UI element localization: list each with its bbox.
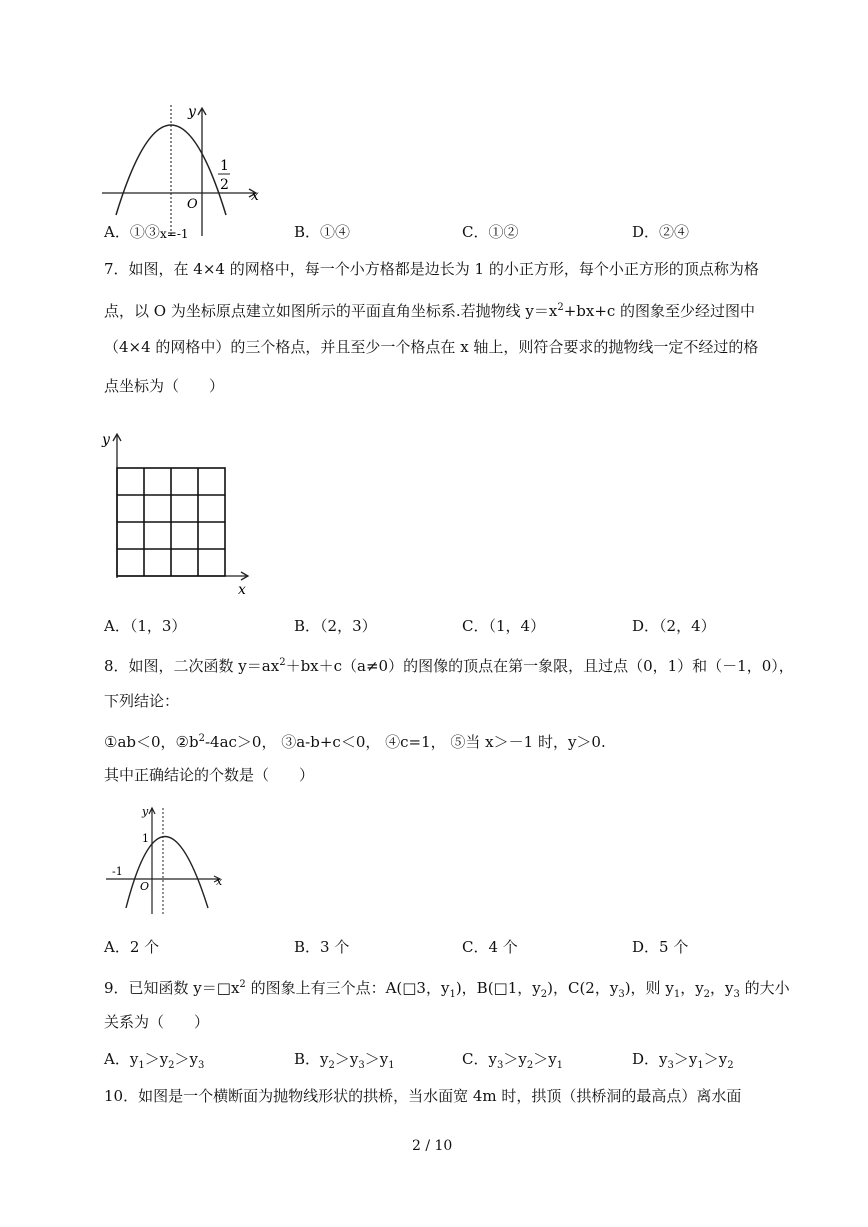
q7-option-a[interactable] [104,616,186,636]
q8-option-c-text: C．4 个 [462,938,518,956]
q6-option-b[interactable] [294,222,350,242]
half-denominator: 2 [220,177,229,193]
q9-option-c[interactable]: C．$y_3>y_2>y_1$ [462,1050,564,1071]
q8-y-label: y [142,805,149,818]
grid-cells [117,468,225,576]
q8-parabola-curve [126,837,208,909]
parabola-figure-q6 [96,100,266,240]
q7-line-2: 点，以 O 为坐标原点建立如图所示的平面直角坐标系.若抛物线 $y=x^2+bx+c$ 的图象至少经过图中 [104,302,756,320]
q7-option-c[interactable] [462,616,545,636]
q9-line-1: 9．已知函数 $y=□x^2$ 的图象上有三个点：A(□3，$y_1$)，B(□1，$y_2$)，C(2，$y_3$)，则 $y_1$，$y_2$，$y_3$ 的大小 [104,979,790,1000]
q7-option-b-text: B．（2，3） [294,617,377,635]
q8-one-label: 1 [142,832,149,845]
q9-option-a[interactable]: A．$y_1>y_2>y_3$ [104,1050,205,1071]
q7-option-d-text: D．（2，4） [632,617,716,635]
q6-option-c[interactable] [462,222,518,242]
parabola-figure-q8 [100,800,230,918]
q9-option-b[interactable]: B．$y_2>y_3>y_1$ [294,1050,395,1071]
q8-option-a[interactable] [104,937,159,957]
grid-y-label: y [102,432,110,448]
axis-line-label: x=-1 [160,227,189,240]
q9-option-d[interactable]: D．$y_3>y_1>y_2$ [632,1050,734,1071]
q7-line-1: 7．如图，在 4×4 的网格中，每一个小方格都是边长为 1 的小正方形，每个小正方形的顶点称为格 [104,260,759,278]
q7-line-4: 点坐标为（ ） [104,377,225,395]
q8-option-d-text: D．5 个 [632,938,689,956]
q10-line-1: 10．如图是一个横断面为抛物线形状的拱桥，当水面宽 4m 时，拱顶（拱桥洞的最高点）离水面 [104,1087,742,1105]
q6-option-d-text: D．②④ [632,223,690,241]
q8-line-2: 下列结论： [104,692,180,710]
half-numerator: 1 [220,158,229,174]
q6-option-a-text: A．①③ [104,223,160,241]
q8-option-a-text: A．2 个 [104,938,160,956]
q7-option-a-text: A．（1，3） [104,617,187,635]
q8-origin-label: O [140,880,150,893]
q8-option-c[interactable] [462,937,518,957]
q8-option-d[interactable] [632,937,688,957]
q9-line-2: 关系为（ ） [104,1013,210,1031]
q8-line-4: 其中正确结论的个数是（ ） [104,766,315,784]
q6-option-c-text: C．①② [462,223,519,241]
x-axis-label: x [251,188,259,204]
q6-option-a[interactable] [104,222,160,242]
q8-line-1: 8．如图，二次函数 $y=ax^2+bx+c(a\ne 0)$的图像的顶点在第一象限，且过点（0，1）和（－1，0）， [104,657,794,675]
q8-neg1-label: -1 [112,865,123,878]
q8-line-3: ①ab＜0，$②b^2-4ac>0$， ③a-b+c＜0， ④c=1， ⑤当 x＞－1 时，y＞0. [104,733,606,751]
grid-x-label: x [238,582,246,598]
q8-option-b[interactable] [294,937,349,957]
grid-figure-q7 [98,428,258,598]
page-number: 2 / 10 [412,1138,453,1154]
q7-option-d[interactable] [632,616,716,636]
q7-option-c-text: C．（1，4） [462,617,546,635]
q6-option-d[interactable] [632,222,689,242]
origin-label: O [187,197,198,212]
q7-line-3: （4×4 的网格中）的三个格点，并且至少一个格点在 x 轴上，则符合要求的抛物线一定不经过的格 [104,338,759,356]
q8-x-label: x [216,875,223,888]
q8-option-b-text: B．3 个 [294,938,350,956]
y-axis-label: y [188,104,196,120]
q7-option-b[interactable] [294,616,377,636]
q6-option-b-text: B．①④ [294,223,351,241]
